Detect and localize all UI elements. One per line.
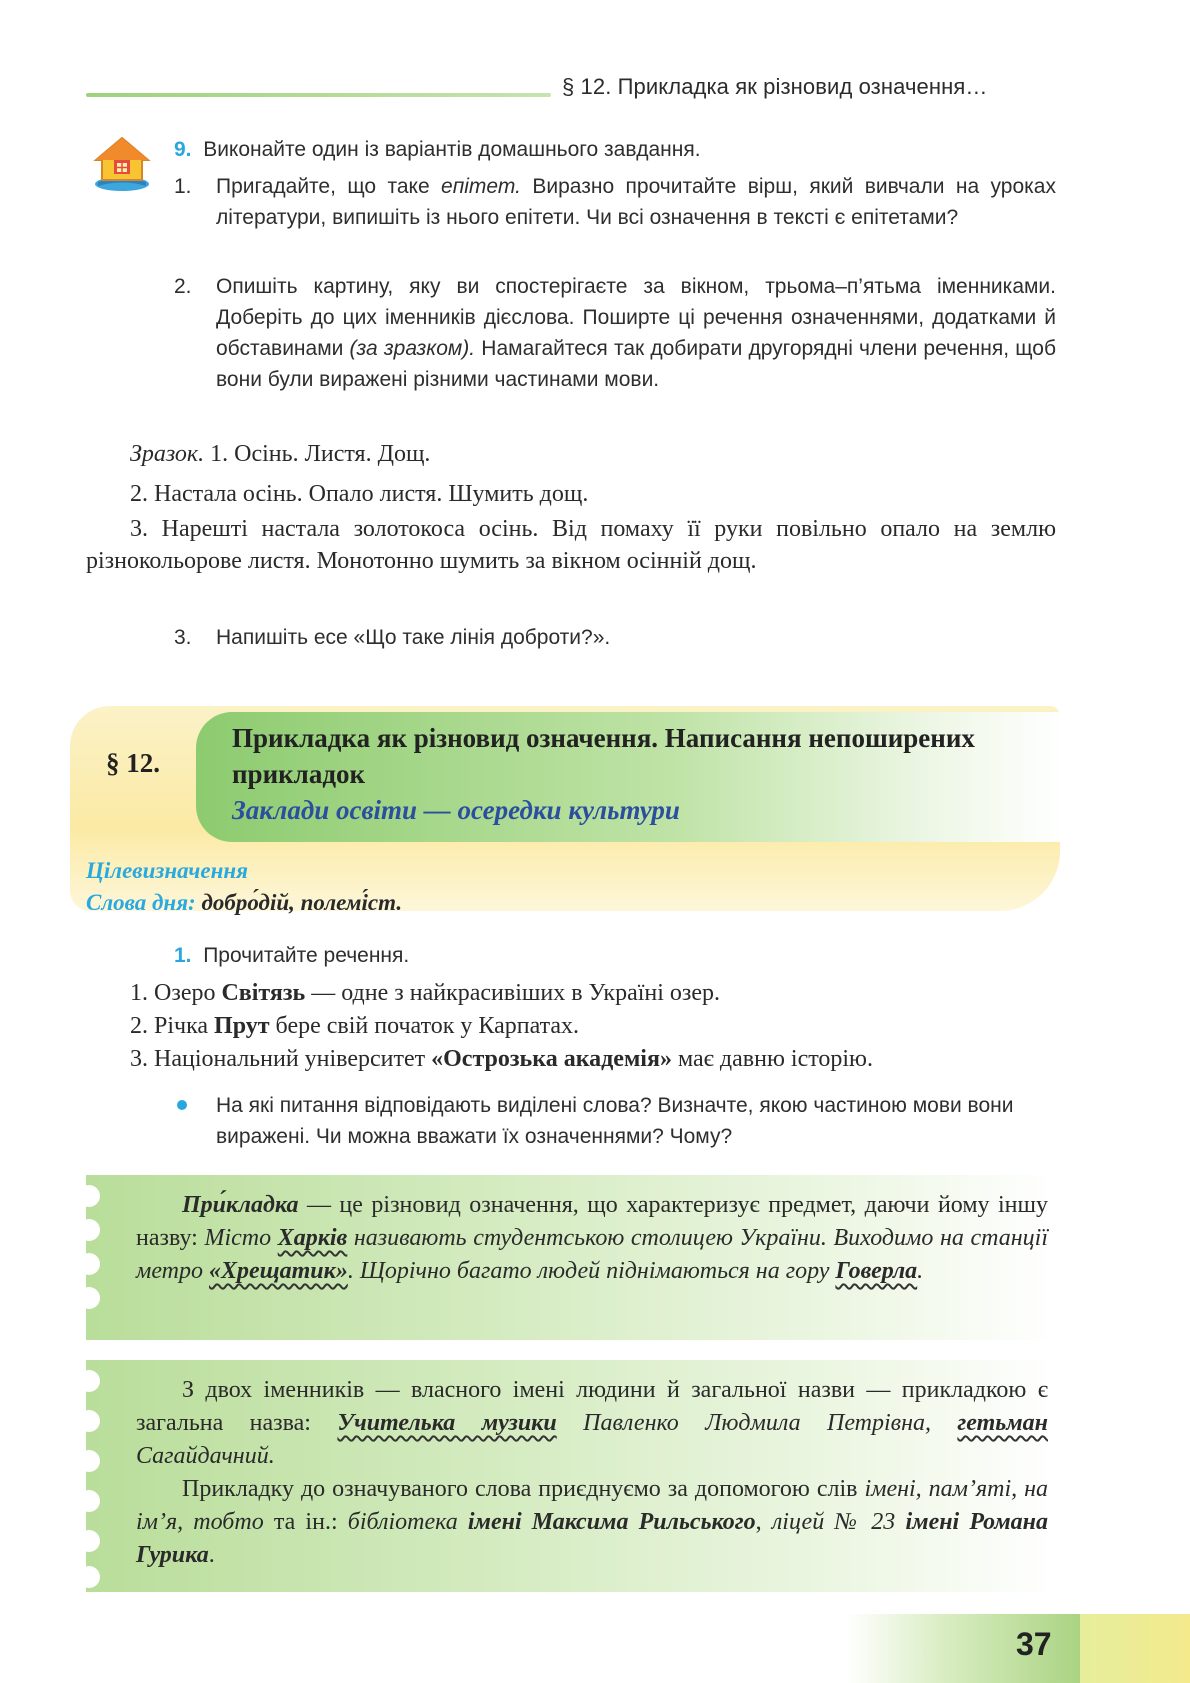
sentence-1-a: 1. Озеро	[130, 980, 222, 1006]
sentence-2-a: 2. Річка	[130, 1013, 215, 1039]
rule-2-p1-apposition: Учителька музики	[337, 1410, 557, 1436]
option-1-c: Виразно прочитайте вірш, який вивчали на уроках літератури, випишіть із нього епітети. Чи всі означення в тексті є епітетами?	[216, 175, 1056, 229]
rule-2-p2-words: імені, пам’яті, на ім’я, тобто	[136, 1476, 1048, 1535]
notch	[78, 1530, 100, 1552]
rule-1-ex3-apposition: Говерла	[835, 1258, 918, 1284]
rule-2-p1-apposition-2: гетьман	[957, 1410, 1048, 1436]
words-of-day-label: Слова дня:	[86, 890, 196, 915]
notch	[78, 1253, 100, 1275]
bullet-dot	[177, 1100, 187, 1110]
notch	[78, 1185, 100, 1207]
notch	[78, 1490, 100, 1512]
page-number: 37	[1016, 1626, 1052, 1662]
sample-line-2: 2. Настала осінь. Опало листя. Шумить дощ.	[130, 481, 589, 507]
rule-1-ex3-c: .	[917, 1258, 924, 1284]
rule-1-ex1-a: Місто	[204, 1225, 278, 1251]
notch	[78, 1370, 100, 1392]
option-1-number: 1.	[174, 175, 192, 198]
sentence-3-c: має давню історію.	[671, 1046, 873, 1072]
rule-1-definition: — це різновид означення, що характеризує предмет, даючи йому іншу назву:	[136, 1192, 1048, 1251]
rule-1-ex2-c: . Щорічно багато людей піднімаються на гору	[347, 1258, 836, 1284]
house-book-icon	[92, 134, 152, 194]
task-1-number: 1.	[174, 944, 192, 967]
rule-1-text	[136, 1189, 1048, 1288]
rule-box-apposition	[86, 1175, 1056, 1340]
rule-2-p2-h: імені Романа Гурика	[136, 1509, 1049, 1568]
homework-intro-text: Виконайте один із варіантів домашнього завдання.	[203, 138, 701, 161]
sample-label: Зразок.	[130, 441, 205, 467]
rule-1-ex1-c: називають студентською столицею України. Виходимо на станції метро	[136, 1225, 1048, 1284]
option-1-a: Пригадайте, що таке	[216, 175, 442, 198]
page-edge-tab	[1080, 1614, 1190, 1683]
option-2-text	[216, 271, 1056, 395]
rule-2-p1-c: Павленко Людмила Петрівна,	[556, 1410, 958, 1436]
option-3-text: Напишіть есе «Що таке лінія доброти?».	[216, 626, 611, 649]
option-2-sample-ref: (за зразком).	[349, 337, 476, 360]
aim-heading: Цілевизначення	[86, 858, 248, 883]
rule-2-p2-f: ,	[755, 1509, 772, 1535]
sentence-3	[130, 1043, 873, 1075]
rule-2-p2-d: бібліотека	[347, 1509, 468, 1535]
sentence-3-highlight: «Острозька академія»	[431, 1046, 672, 1072]
rule-2-paragraph-2	[136, 1473, 1048, 1572]
rule-1-term: При́кладка	[182, 1192, 299, 1218]
rule-1-ex2-apposition: «Хрещатик»	[208, 1258, 348, 1284]
option-3-number: 3.	[174, 626, 192, 649]
section-title: Прикладка як різновид означення. Написання непоширених прикладок	[232, 723, 975, 789]
notch	[78, 1410, 100, 1432]
rule-1-ex1-apposition: Харків	[277, 1225, 348, 1251]
homework-intro	[174, 134, 701, 165]
words-of-day	[86, 890, 402, 916]
sentence-1-c: — одне з найкрасивіших в Україні озер.	[305, 980, 721, 1006]
sentence-2	[130, 1010, 579, 1042]
notch	[78, 1219, 100, 1241]
rule-2-paragraph-1	[136, 1374, 1048, 1473]
rule-2-p1-e: Сагайдачний.	[136, 1443, 275, 1469]
sample-1: 1. Осінь. Листя. Дощ.	[204, 441, 431, 467]
notch	[78, 1566, 100, 1588]
sentence-3-a: 3. Національний університет	[130, 1046, 432, 1072]
rule-2-p2-g: ліцей № 23	[771, 1509, 906, 1535]
section-subtitle: Заклади освіти — осередки культури	[232, 795, 680, 825]
words-of-day-value: добро́дій, полемі́ст.	[195, 890, 403, 915]
task-1-heading	[174, 940, 409, 971]
header-rule	[86, 93, 551, 97]
rule-2-p2-e: імені Максима Рильського	[467, 1509, 756, 1535]
exercise-number: 9.	[174, 138, 192, 161]
rule-2-p2-c: та ін.:	[263, 1509, 348, 1535]
option-2-a: Опишіть картину, яку ви спостерігаєте за вікном, трьома–п’ятьма іменниками. Доберіть до цих іменників дієслова. Поширте ці речення означеннями, додатками й обставинами	[216, 275, 1056, 360]
sentence-1-highlight: Світязь	[221, 980, 306, 1006]
task-1-text: Прочитайте речення.	[203, 944, 410, 967]
section-number: § 12.	[106, 748, 160, 778]
running-title: § 12. Прикладка як різновид означення…	[562, 74, 988, 99]
rule-2-p1-a: З двох іменників — власного імені людини й загальної назви — прикладкою є загальна назва:	[136, 1377, 1048, 1436]
rule-2-p2-i: .	[208, 1542, 215, 1568]
sentence-1	[130, 977, 720, 1009]
sentence-2-highlight: Прут	[214, 1013, 270, 1039]
notch	[78, 1450, 100, 1472]
task-1-question: На які питання відповідають виділені слова? Визначте, якою частиною мови вони виражені. Чи можна вважати їх означеннями? Чому?	[216, 1094, 1014, 1148]
sample-line-3: 3. Нарешті настала золотокоса осінь. Від помаху її руки повільно опало на землю різнокольорове листя. Монотонно шумить за вікном осінній дощ.	[86, 516, 1056, 574]
sample-line-1	[130, 438, 1056, 470]
rule-2-p2-a: Прикладку до означуваного слова приєднуємо за допомогою слів	[182, 1476, 865, 1502]
sentence-2-c: бере свій початок у Карпатах.	[269, 1013, 580, 1039]
notch	[78, 1287, 100, 1309]
rule-box-apposition-usage	[86, 1360, 1056, 1592]
option-2-number: 2.	[174, 275, 192, 298]
option-2-c: Намагайтеся так добирати другорядні члени речення, щоб вони були виражені різними частинами мови.	[216, 337, 1056, 391]
option-1-text	[216, 171, 1056, 233]
option-1-term: епітет.	[441, 175, 521, 198]
